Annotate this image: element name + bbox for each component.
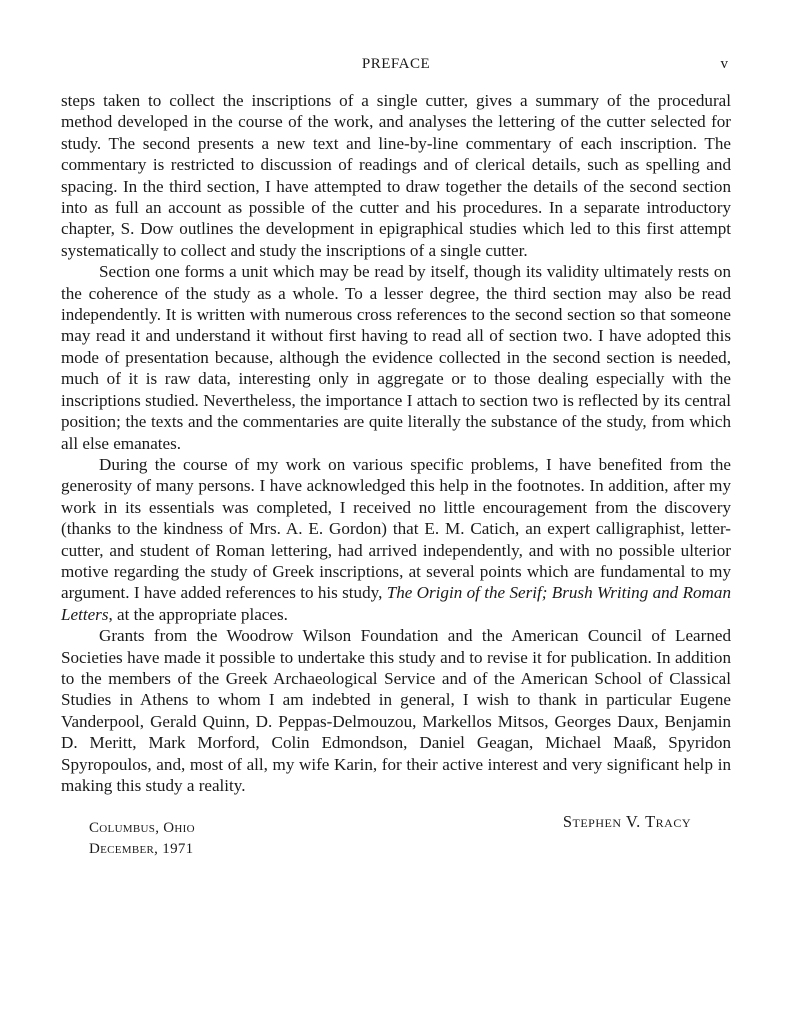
paragraph-3-tail: , at the appropriate places.: [108, 604, 288, 624]
preface-body: [61, 90, 731, 796]
place-date: [89, 818, 195, 860]
page: [61, 56, 731, 872]
date: December, 1971: [89, 841, 194, 858]
paragraph-4: Grants from the Woodrow Wilson Foundation and the American Council of Learned Societies have made it possible to undertake this study and to revise it for publication. In addition to the members of the Greek Archaeological Service and of the American School of Classical Studies in Athens to whom I am indebted in general, I wish to thank in particular Eugene Vanderpool, Gerald Quinn, D. Peppas-Delmouzou, Markellos Mitsos, Georges Daux, Benjamin D. Meritt, Mark Morford, Colin Edmondson, Daniel Geagan, Michael Maaß, Spyridon Spyropoulos, and, most of all, my wife Karin, for their active interest and very significant help in making this study a reality.: [61, 626, 731, 795]
paragraph-2: Section one forms a unit which may be read by itself, though its validity ultimately rests on the coherence of the study as a whole. To a lesser degree, the third section may also be read independently. It is written with numerous cross references to the second section so that someone may read it and understand it without first having to read all of section two. I have adopted this mode of presentation because, although the evidence collected in the second section is needed, much of it is raw data, interesting only in aggregate or to those dealing especially with the inscriptions studied. Nevertheless, the importance I attach to section two is reflected by its central position; the texts and the commentaries are quite literally the substance of the study, from which all else emanates.: [61, 262, 731, 453]
running-title: PREFACE: [361, 56, 431, 72]
paragraph-3: [61, 454, 731, 625]
book-title: The Origin of the Serif; Brush Writing and Roman Letters: [61, 583, 731, 624]
running-head: [61, 56, 731, 82]
author-signature: Stephen V. Tracy: [562, 812, 691, 832]
paragraph-1: steps taken to collect the inscriptions of a single cutter, gives a summary of the procedural method developed in the course of the work, and analyses the lettering of the cutter selected for study. The second presents a new text and line-by-line commentary of each inscription. The commentary is restricted to discussion of readings and of clerical details, such as spelling and spacing. In the third section, I have attempted to draw together the details of the second section into as full an account as possible of the cutter and his procedures. In a separate introductory chapter, S. Dow outlines the development in epigraphical studies which led to this first attempt systematically to collect and study the inscriptions of a single cutter.: [61, 91, 731, 260]
place: Columbus, Ohio: [89, 820, 195, 837]
signoff: [61, 812, 731, 872]
paragraph-3-text: During the course of my work on various specific problems, I have benefited from the generosity of many persons. I have acknowledged this help in the footnotes. In addition, after my work in its essentials was completed, I received no little encouragement from the discovery (thanks to the kindness of Mrs. A. E. Gordon) that E. M. Catich, an expert calligraphist, letter-cutter, and student of Roman lettering, had arrived independently, and with no possible ulterior motive regarding the study of Greek inscriptions, at several points which are fundamental to my argument. I have added references to his study,: [61, 454, 731, 603]
page-number: v: [720, 56, 728, 72]
